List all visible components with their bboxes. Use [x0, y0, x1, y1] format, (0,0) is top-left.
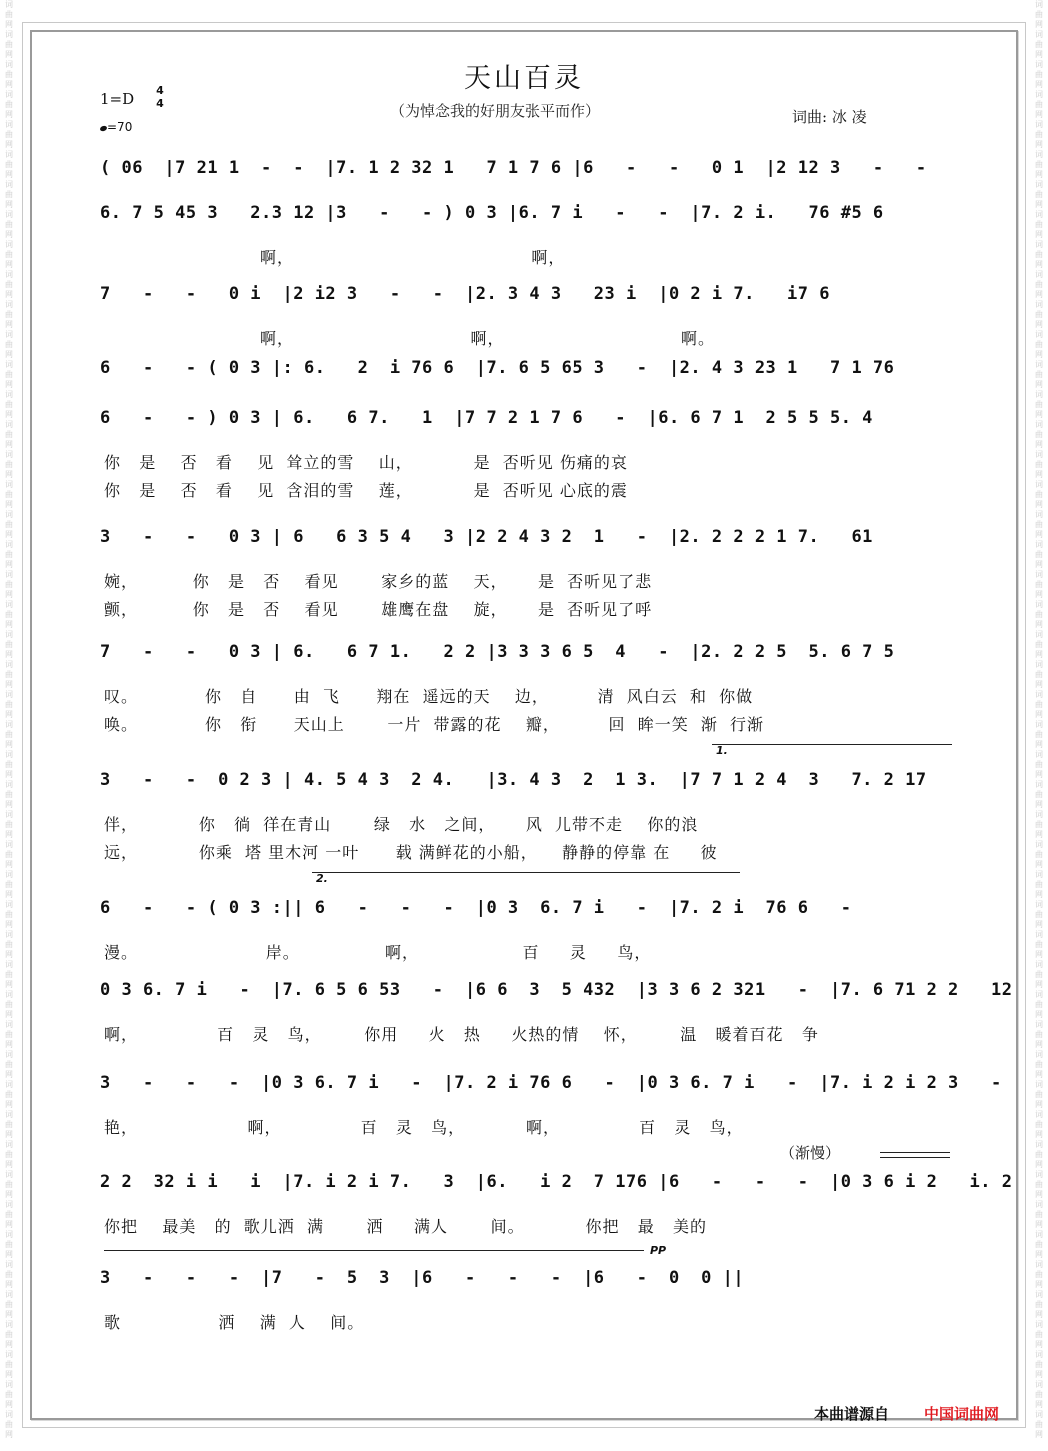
- song-title: 天山百灵: [464, 63, 584, 94]
- lyric-line: 艳， 啊， 百 灵 鸟， 啊， 百 灵 鸟，: [104, 1118, 744, 1137]
- watermark-text: 词曲网: [1035, 150, 1043, 179]
- watermark-text: 词曲网: [5, 1050, 13, 1079]
- watermark-text: 词曲网: [1035, 1350, 1043, 1379]
- watermark-text: 词曲网: [1035, 270, 1043, 299]
- watermark-text: 词曲网: [1035, 990, 1043, 1019]
- ritardando-line-2: [880, 1157, 950, 1158]
- notation-line: 2 2 32 i i i |7. i 2 i 7. 3 |6. i 2 7 176 |6 - - - |0 3 6 i 2 i. 2: [100, 1172, 1013, 1192]
- watermark-text: 词曲网: [1035, 390, 1043, 419]
- watermark-text: 词曲网: [1035, 90, 1043, 119]
- meter-bottom: 4: [156, 97, 164, 110]
- lyric-line: 唤。 你 衔 天山上 一片 带露的花 瓣， 回 眸一笑 渐 行渐: [104, 715, 765, 734]
- watermark-text: 词曲网: [1035, 420, 1043, 449]
- song-credits: 词曲: 冰 凌: [792, 108, 867, 126]
- watermark-text: 词曲网: [1035, 690, 1043, 719]
- watermark-text: 词曲网: [5, 510, 13, 539]
- notation-line: 6 - - ( 0 3 :|| 6 - - - |0 3 6. 7 i - |7. 2 i 76 6 -: [100, 898, 852, 918]
- watermark-text: 词曲网: [5, 330, 13, 359]
- notation-line: 7 - - 0 3 | 6. 6 7 1. 2 2 |3 3 3 6 5 4 - |2. 2 2 5 5. 6 7 5: [100, 642, 895, 662]
- watermark-text: 词曲网: [5, 1140, 13, 1169]
- watermark-text: 词曲网: [5, 570, 13, 599]
- key-signature: 1=D: [100, 90, 135, 108]
- watermark-text: 词曲网: [5, 720, 13, 749]
- footer-brand-link[interactable]: 中国词曲网: [924, 1405, 1000, 1423]
- watermark-text: 词曲网: [5, 630, 13, 659]
- lyric-line: 叹。 你 自 由 飞 翔在 遥远的天 边， 清 风白云 和 你做: [104, 687, 754, 706]
- watermark-text: 词曲网: [1035, 480, 1043, 509]
- watermark-text: 词曲网: [5, 1320, 13, 1349]
- watermark-text: 词曲网: [1035, 1290, 1043, 1319]
- watermark-text: 词曲网: [5, 1020, 13, 1049]
- volta-2-line: [312, 872, 740, 873]
- watermark-text: 词曲网: [5, 480, 13, 509]
- watermark-text: 词曲网: [5, 960, 13, 989]
- lyric-line: 啊， 啊， 啊。: [260, 329, 715, 348]
- watermark-text: 词曲网: [5, 1380, 13, 1409]
- watermark-text: 词曲网: [1035, 780, 1043, 809]
- lyric-line: 远， 你乘 塔 里木河 一叶 载 满鲜花的小船， 静静的停靠 在 彼: [104, 843, 718, 862]
- watermark-text: 词曲网: [1035, 240, 1043, 269]
- notation-line: 6. 7 5 45 3 2.3 12 |3 - - ) 0 3 |6. 7 i - - |7. 2 i. 76 #5 6: [100, 203, 884, 223]
- watermark-text: 词曲网: [5, 900, 13, 929]
- watermark-text: 词曲网: [5, 450, 13, 479]
- watermark-text: 词曲网: [5, 1350, 13, 1379]
- watermark-text: 词曲网: [5, 420, 13, 449]
- watermark-text: 词曲网: [5, 990, 13, 1019]
- watermark-text: 词曲网: [5, 180, 13, 209]
- watermark-text: 词曲网: [1035, 120, 1043, 149]
- watermark-text: 词曲网: [1035, 360, 1043, 389]
- watermark-text: 词曲网: [5, 1410, 13, 1439]
- watermark-text: 词曲网: [1035, 870, 1043, 899]
- watermark-text: 词曲网: [1035, 960, 1043, 989]
- watermark-text: 词曲网: [1035, 450, 1043, 479]
- lyric-line: 啊， 啊，: [260, 248, 566, 267]
- watermark-text: 词曲网: [5, 270, 13, 299]
- watermark-text: 词曲网: [5, 300, 13, 329]
- lyric-line: 漫。 岸。 啊， 百 灵 鸟，: [104, 943, 652, 962]
- watermark-text: 词曲网: [1035, 570, 1043, 599]
- watermark-text: 词曲网: [5, 1200, 13, 1229]
- watermark-text: 词曲网: [5, 660, 13, 689]
- watermark-text: 词曲网: [1035, 1320, 1043, 1349]
- watermark-text: 词曲网: [5, 1110, 13, 1139]
- watermark-text: 词曲网: [5, 120, 13, 149]
- lyric-line: 歌 洒 满 人 间。: [104, 1313, 365, 1332]
- ritardando-mark: （渐慢）: [780, 1144, 841, 1162]
- volta-1-line: [712, 744, 952, 745]
- watermark-text: 词曲网: [1035, 1050, 1043, 1079]
- watermark-text: 词曲网: [5, 30, 13, 59]
- watermark-text: 词曲网: [1035, 930, 1043, 959]
- time-signature: [154, 84, 166, 110]
- watermark-text: 词曲网: [5, 840, 13, 869]
- watermark-right: [1032, 0, 1046, 1451]
- lyric-line: 颤， 你 是 否 看见 雄鹰在盘 旋， 是 否听见了呼: [104, 600, 653, 619]
- watermark-text: 词曲网: [1035, 180, 1043, 209]
- watermark-text: 词曲网: [5, 1170, 13, 1199]
- watermark-text: 词曲网: [1035, 1140, 1043, 1169]
- watermark-text: 词曲网: [1035, 30, 1043, 59]
- watermark-text: 词曲网: [1035, 810, 1043, 839]
- watermark-text: 词曲网: [1035, 330, 1043, 359]
- lyric-line: 你 是 否 看 见 耸立的雪 山， 是 否听见 伤痛的哀: [104, 453, 628, 472]
- meter-top: 4: [156, 84, 164, 97]
- watermark-text: 词曲网: [5, 150, 13, 179]
- lyric-line: 伴， 你 徜 徉在青山 绿 水 之间， 风 儿带不走 你的浪: [104, 815, 699, 834]
- notation-line: 3 - - 0 2 3 | 4. 5 4 3 2 4. |3. 4 3 2 1 3. |7 7 1 2 4 3 7. 2 17: [100, 770, 927, 790]
- watermark-text: 词曲网: [1035, 60, 1043, 89]
- watermark-text: 词曲网: [5, 810, 13, 839]
- watermark-text: 词曲网: [1035, 510, 1043, 539]
- watermark-text: 词曲网: [1035, 720, 1043, 749]
- notation-line: 3 - - - |0 3 6. 7 i - |7. 2 i 76 6 - |0 3 6. 7 i - |7. i 2 i 2 3 -: [100, 1073, 1002, 1093]
- lyric-line: 你把 最美 的 歌儿洒 满 洒 满人 间。 你把 最 美的: [104, 1217, 707, 1236]
- watermark-text: 词曲网: [1035, 600, 1043, 629]
- watermark-text: 词曲网: [1035, 540, 1043, 569]
- volta-1: 1.: [716, 744, 728, 757]
- watermark-text: 词曲网: [5, 60, 13, 89]
- watermark-text: 词曲网: [1035, 300, 1043, 329]
- watermark-text: 词曲网: [5, 360, 13, 389]
- watermark-text: 词曲网: [1035, 1260, 1043, 1289]
- watermark-text: 词曲网: [5, 390, 13, 419]
- lyric-line: 你 是 否 看 见 含泪的雪 莲， 是 否听见 心底的震: [104, 481, 628, 500]
- watermark-text: 词曲网: [1035, 900, 1043, 929]
- watermark-text: 词曲网: [5, 750, 13, 779]
- watermark-text: 词曲网: [1035, 660, 1043, 689]
- notation-line: 3 - - - |7 - 5 3 |6 - - - |6 - 0 0 ||: [100, 1268, 745, 1288]
- watermark-text: 词曲网: [1035, 750, 1043, 779]
- watermark-text: 词曲网: [1035, 210, 1043, 239]
- notation-line: 6 - - ) 0 3 | 6. 6 7. 1 |7 7 2 1 7 6 - |6. 6 7 1 2 5 5 5. 4: [100, 408, 873, 428]
- notation-line: 0 3 6. 7 i - |7. 6 5 6 53 - |6 6 3 5 432 |3 3 6 2 321 - |7. 6 71 2 2 12: [100, 980, 1013, 1000]
- watermark-text: 词曲网: [1035, 840, 1043, 869]
- watermark-text: 词曲网: [5, 930, 13, 959]
- notation-line: 6 - - ( 0 3 |: 6. 2 i 76 6 |7. 6 5 65 3 - |2. 4 3 23 1 7 1 76: [100, 358, 895, 378]
- watermark-text: 词曲网: [5, 1230, 13, 1259]
- tempo-value: =70: [107, 120, 133, 134]
- watermark-text: 词曲网: [1035, 1410, 1043, 1439]
- ritardando-line: [880, 1152, 950, 1153]
- watermark-text: 词曲网: [1035, 630, 1043, 659]
- notation-line: 7 - - 0 i |2 i2 3 - - |2. 3 4 3 23 i |0 2 i 7. i7 6: [100, 284, 830, 304]
- volta-2: 2.: [316, 872, 328, 885]
- watermark-text: 词曲网: [5, 90, 13, 119]
- watermark-text: 词曲网: [5, 540, 13, 569]
- watermark-text: 词曲网: [5, 600, 13, 629]
- watermark-text: 词曲网: [5, 780, 13, 809]
- watermark-text: 词曲网: [1035, 0, 1043, 29]
- tempo-marking: [100, 120, 132, 134]
- watermark-text: 词曲网: [5, 1260, 13, 1289]
- watermark-text: 词曲网: [5, 240, 13, 269]
- pianissimo-mark: PP: [650, 1244, 667, 1257]
- watermark-text: 词曲网: [5, 870, 13, 899]
- lyric-line: 啊， 百 灵 鸟， 你用 火 热 火热的情 怀， 温 暖着百花 争: [104, 1025, 819, 1044]
- watermark-text: 词曲网: [1035, 1080, 1043, 1109]
- watermark-text: 词曲网: [5, 690, 13, 719]
- watermark-text: 词曲网: [1035, 1170, 1043, 1199]
- watermark-text: 词曲网: [1035, 1380, 1043, 1409]
- watermark-text: 词曲网: [5, 1290, 13, 1319]
- watermark-left: [2, 0, 16, 1451]
- watermark-text: 词曲网: [1035, 1230, 1043, 1259]
- footer-source-label: 本曲谱源自: [814, 1405, 890, 1423]
- notation-line: 3 - - 0 3 | 6 6 3 5 4 3 |2 2 4 3 2 1 - |2. 2 2 2 1 7. 61: [100, 527, 873, 547]
- watermark-text: 词曲网: [5, 210, 13, 239]
- song-subtitle: （为悼念我的好朋友张平而作）: [390, 102, 601, 120]
- pianissimo-line: [104, 1250, 644, 1251]
- watermark-text: 词曲网: [5, 1080, 13, 1109]
- notation-line: ( 06 |7 21 1 - - |7. 1 2 32 1 7 1 7 6 |6 - - 0 1 |2 12 3 - -: [100, 158, 927, 178]
- watermark-text: 词曲网: [1035, 1020, 1043, 1049]
- lyric-line: 婉， 你 是 否 看见 家乡的蓝 天， 是 否听见了悲: [104, 572, 653, 591]
- watermark-text: 词曲网: [5, 0, 13, 29]
- watermark-text: 词曲网: [1035, 1200, 1043, 1229]
- watermark-text: 词曲网: [1035, 1110, 1043, 1139]
